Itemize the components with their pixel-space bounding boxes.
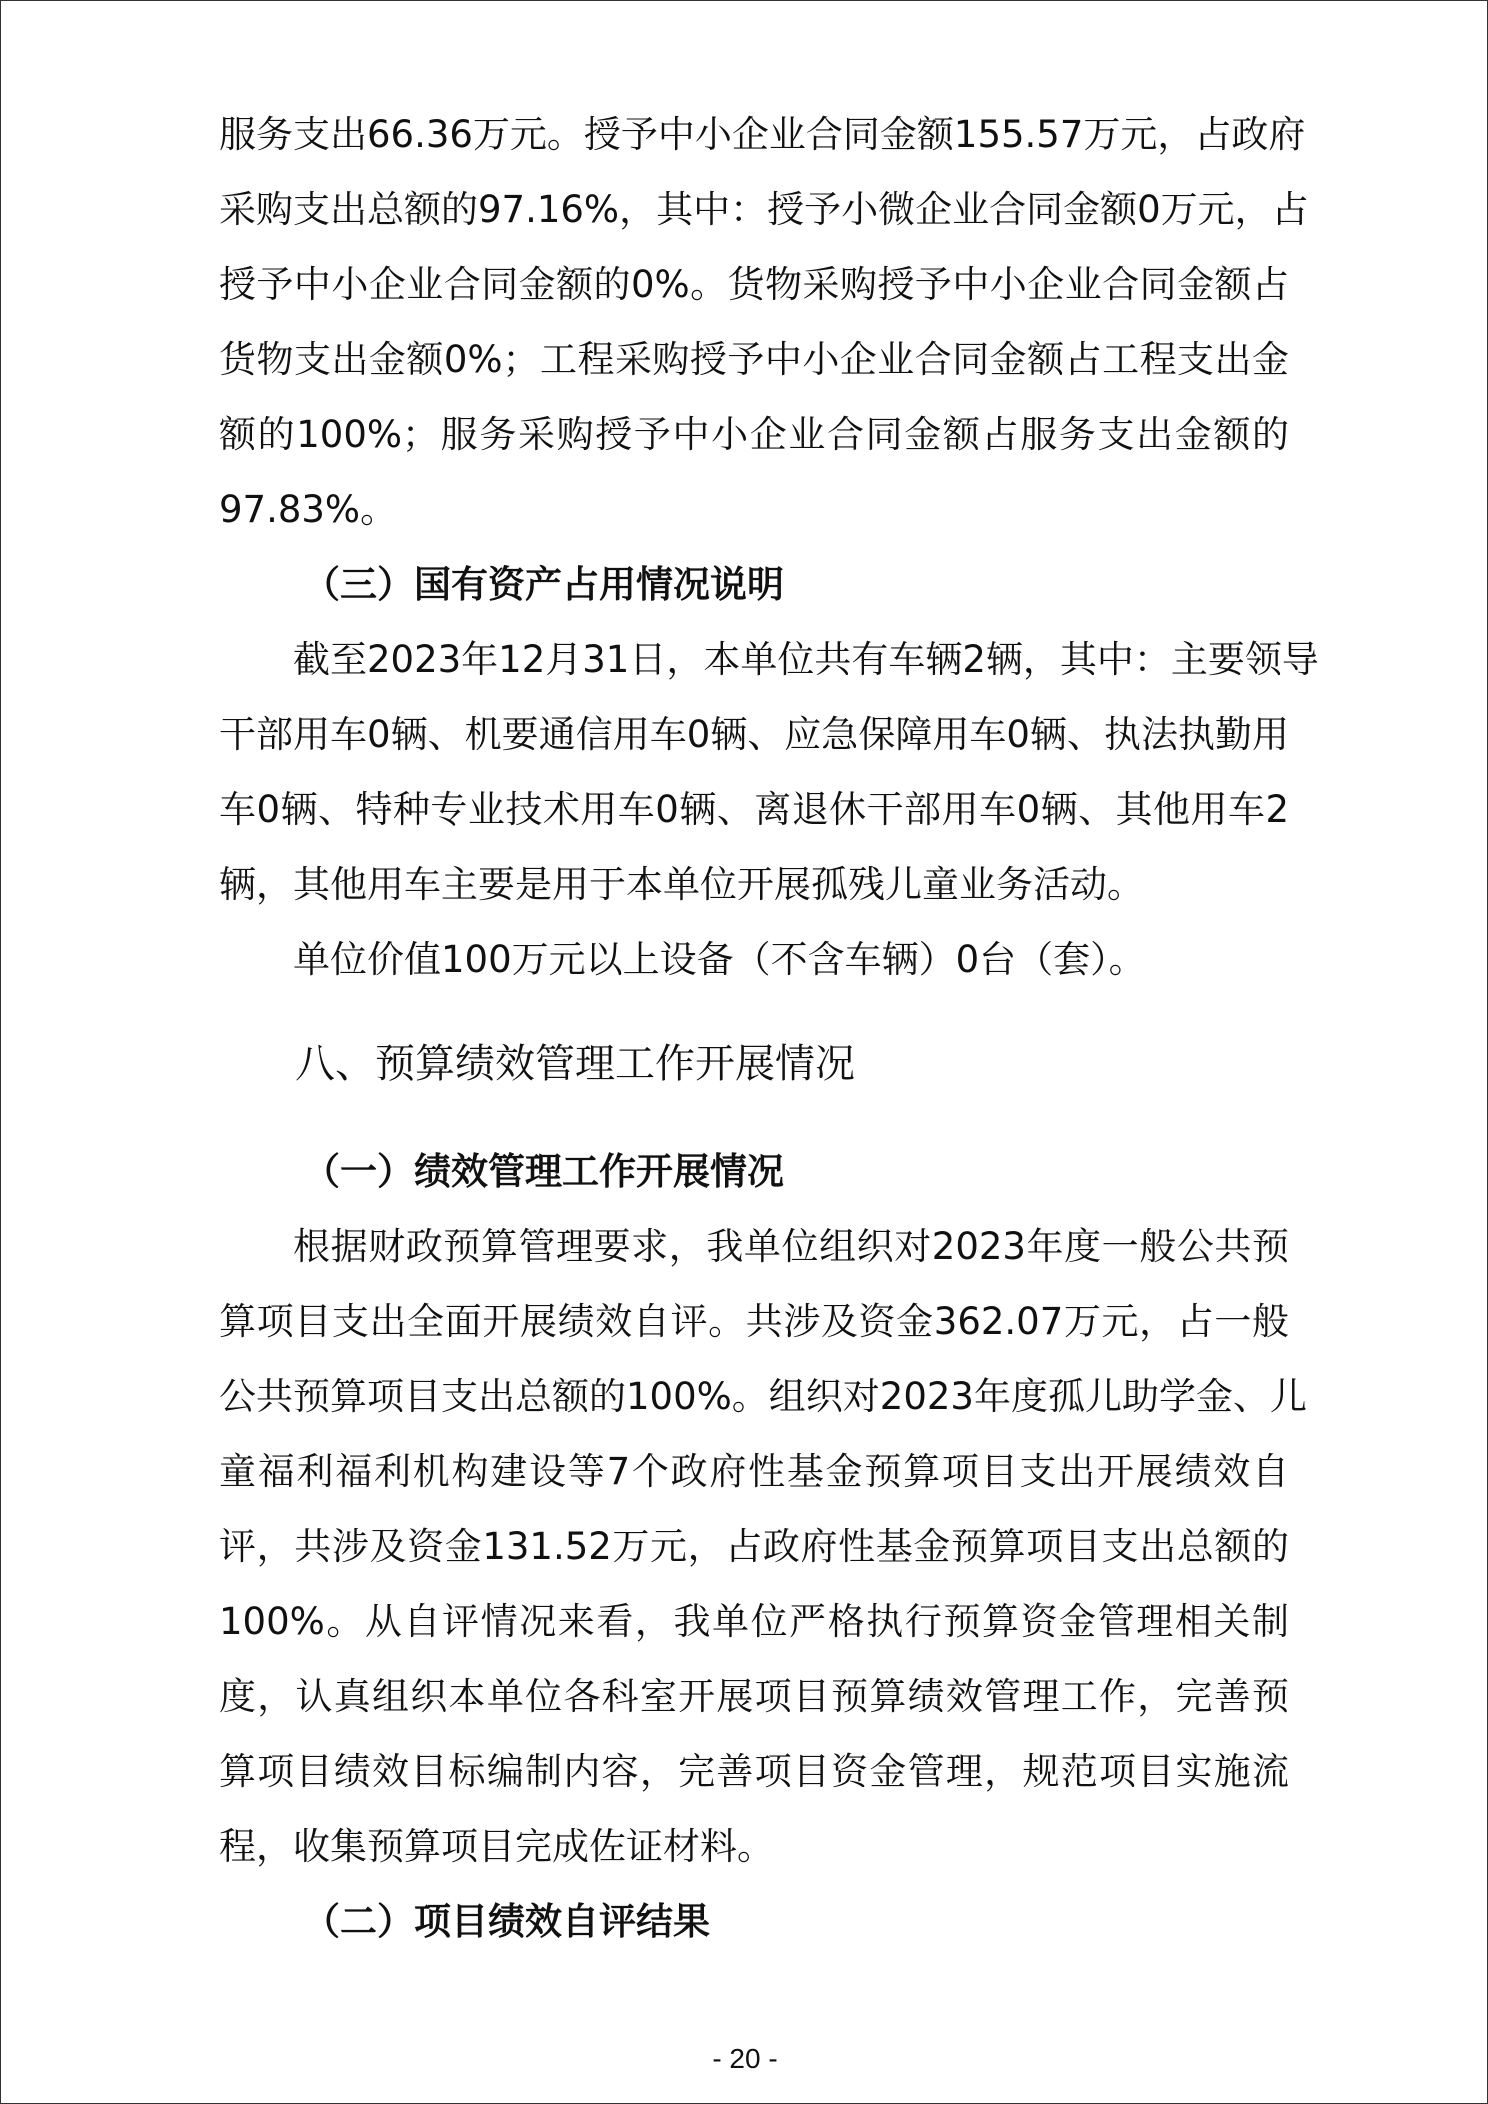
paragraph-line: 干部用车0辆、机要通信用车0辆、应急保障用车0辆、执法执勤用 — [219, 713, 1289, 756]
section-heading-eight: 八、预算绩效管理工作开展情况 — [295, 1041, 855, 1087]
page-number: - 20 - — [712, 2043, 778, 2074]
paragraph-line: 采购支出总额的97.16%，其中：授予小微企业合同金额0万元，占 — [219, 188, 1309, 231]
paragraph-line: 根据财政预算管理要求，我单位组织对2023年度一般公共预 — [293, 1225, 1289, 1268]
paragraph-line: 童福利福利机构建设等7个政府性基金预算项目支出开展绩效自 — [219, 1450, 1289, 1493]
paragraph-line: 服务支出66.36万元。授予中小企业合同金额155.57万元，占政府 — [219, 113, 1306, 156]
paragraph-line: 辆，其他用车主要是用于本单位开展孤残儿童业务活动。 — [219, 863, 1144, 906]
paragraph-line: 货物支出金额0%；工程采购授予中小企业合同金额占工程支出金 — [219, 338, 1289, 381]
paragraph-line: 评，共涉及资金131.52万元，占政府性基金预算项目支出总额的 — [219, 1525, 1289, 1568]
paragraph-line: 车0辆、特种专业技术用车0辆、离退休干部用车0辆、其他用车2 — [219, 788, 1289, 831]
paragraph-line: 截至2023年12月31日，本单位共有车辆2辆，其中：主要领导 — [293, 638, 1319, 681]
paragraph-line: 授予中小企业合同金额的0%。货物采购授予中小企业合同金额占 — [219, 263, 1289, 306]
paragraph-line: 程，收集预算项目完成佐证材料。 — [219, 1825, 774, 1868]
heading-state-assets: （三）国有资产占用情况说明 — [303, 563, 784, 606]
paragraph-line: 度，认真组织本单位各科室开展项目预算绩效管理工作，完善预 — [219, 1675, 1289, 1718]
paragraph-line: 算项目绩效目标编制内容，完善项目资金管理，规范项目实施流 — [219, 1750, 1289, 1793]
vehicles-paragraph — [219, 622, 1319, 922]
procurement-paragraph — [219, 97, 1309, 547]
paragraph-line: 算项目支出全面开展绩效自评。共涉及资金362.07万元，占一般 — [219, 1300, 1289, 1343]
paragraph-line: 额的100%；服务采购授予中小企业合同金额占服务支出金额的 — [219, 413, 1289, 456]
paragraph-line: 97.83%。 — [219, 488, 398, 531]
paragraph-line: 100%。从自评情况来看，我单位严格执行预算资金管理相关制 — [219, 1600, 1289, 1643]
heading-self-evaluation-results: （二）项目绩效自评结果 — [303, 1900, 710, 1943]
paragraph-line: 公共预算项目支出总额的100%。组织对2023年度孤儿助学金、儿 — [219, 1375, 1307, 1418]
document-body — [219, 97, 1319, 1959]
equipment-paragraph: 单位价值100万元以上设备（不含车辆）0台（套）。 — [293, 938, 1146, 981]
performance-paragraph — [219, 1209, 1307, 1884]
heading-performance-management: （一）绩效管理工作开展情况 — [303, 1150, 784, 1193]
